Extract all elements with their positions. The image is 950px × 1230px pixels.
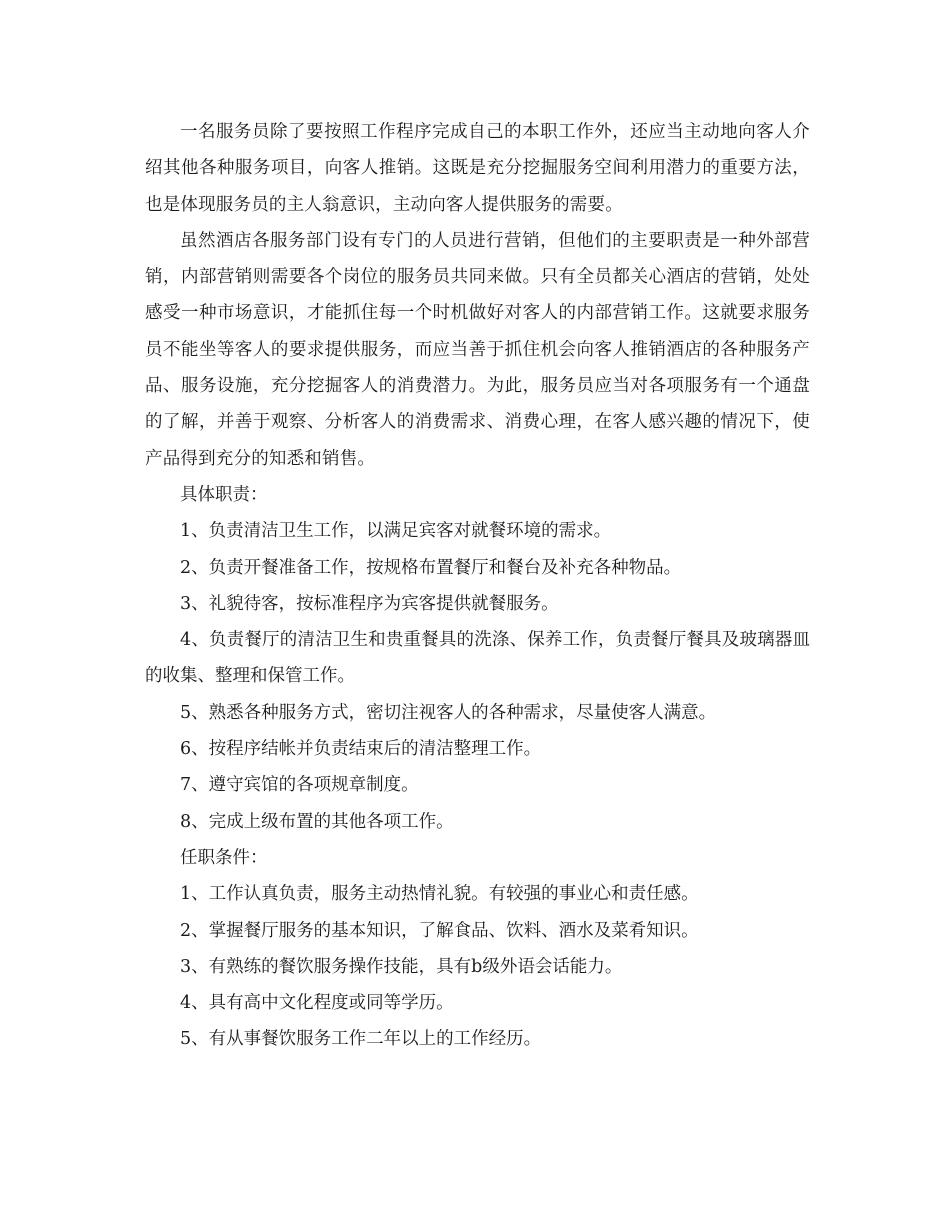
duty-item: 5、熟悉各种服务方式，密切注视客人的各种需求，尽量使客人满意。 <box>180 702 717 723</box>
duty-item: 1、负责清洁卫生工作，以满足宾客对就餐环境的需求。 <box>180 521 612 542</box>
requirement-item: 5、有从事餐饮服务工作二年以上的工作经历。 <box>180 1029 542 1050</box>
requirements-heading: 任职条件： <box>180 847 268 868</box>
requirement-item: 4、具有高中文化程度或同等学历。 <box>180 993 454 1014</box>
duty-item: 2、负责开餐准备工作，按规格布置餐厅和餐台及补充各种物品。 <box>180 557 682 578</box>
intro-paragraph: 一名服务员除了要按照工作程序完成自己的本职工作外，还应当主动地向客人介绍其他各种服务项目，向客人推销。这既是充分挖掘服务空间利用潜力的重要方法，也是体现服务员的主人翁意识，主动向客人提供服务的需要。 <box>145 122 810 215</box>
requirement-item: 2、掌握餐厅服务的基本知识，了解食品、饮料、酒水及菜肴知识。 <box>180 920 699 941</box>
duty-item: 7、遵守宾馆的各项规章制度。 <box>180 775 419 796</box>
document-page <box>145 114 810 1058</box>
duty-item: 4、负责餐厅的清洁卫生和贵重餐具的洗涤、保养工作，负责餐厅餐具及玻璃器皿的收集、整理和保管工作。 <box>145 630 810 687</box>
duty-item: 3、礼貌待客，按标准程序为宾客提供就餐服务。 <box>180 593 559 614</box>
requirement-item: 1、工作认真负责，服务主动热情礼貌。有较强的事业心和责任感。 <box>180 884 699 905</box>
duty-item: 8、完成上级布置的其他各项工作。 <box>180 811 454 832</box>
duties-heading: 具体职责： <box>180 484 268 505</box>
requirement-item: 3、有熟练的餐饮服务操作技能，具有b级外语会话能力。 <box>180 956 623 977</box>
marketing-paragraph: 虽然酒店各服务部门设有专门的人员进行营销，但他们的主要职责是一种外部营销，内部营销则需要各个岗位的服务员共同来做。只有全员都关心酒店的营销，处处感受一种市场意识，才能抓住每一个时机做好对客人的内部营销工作。这就要求服务员不能坐等客人的要求提供服务，而应当善于抓住机会向客人推销酒店的各种服务产品、服务设施，充分挖掘客人的消费潜力。为此，服务员应当对各项服务有一个通盘的了解，并善于观察、分析客人的消费需求、消费心理，在客人感兴趣的情况下，使产品得到充分的知悉和销售。 <box>145 230 810 469</box>
duty-item: 6、按程序结帐并负责结束后的清洁整理工作。 <box>180 739 542 760</box>
